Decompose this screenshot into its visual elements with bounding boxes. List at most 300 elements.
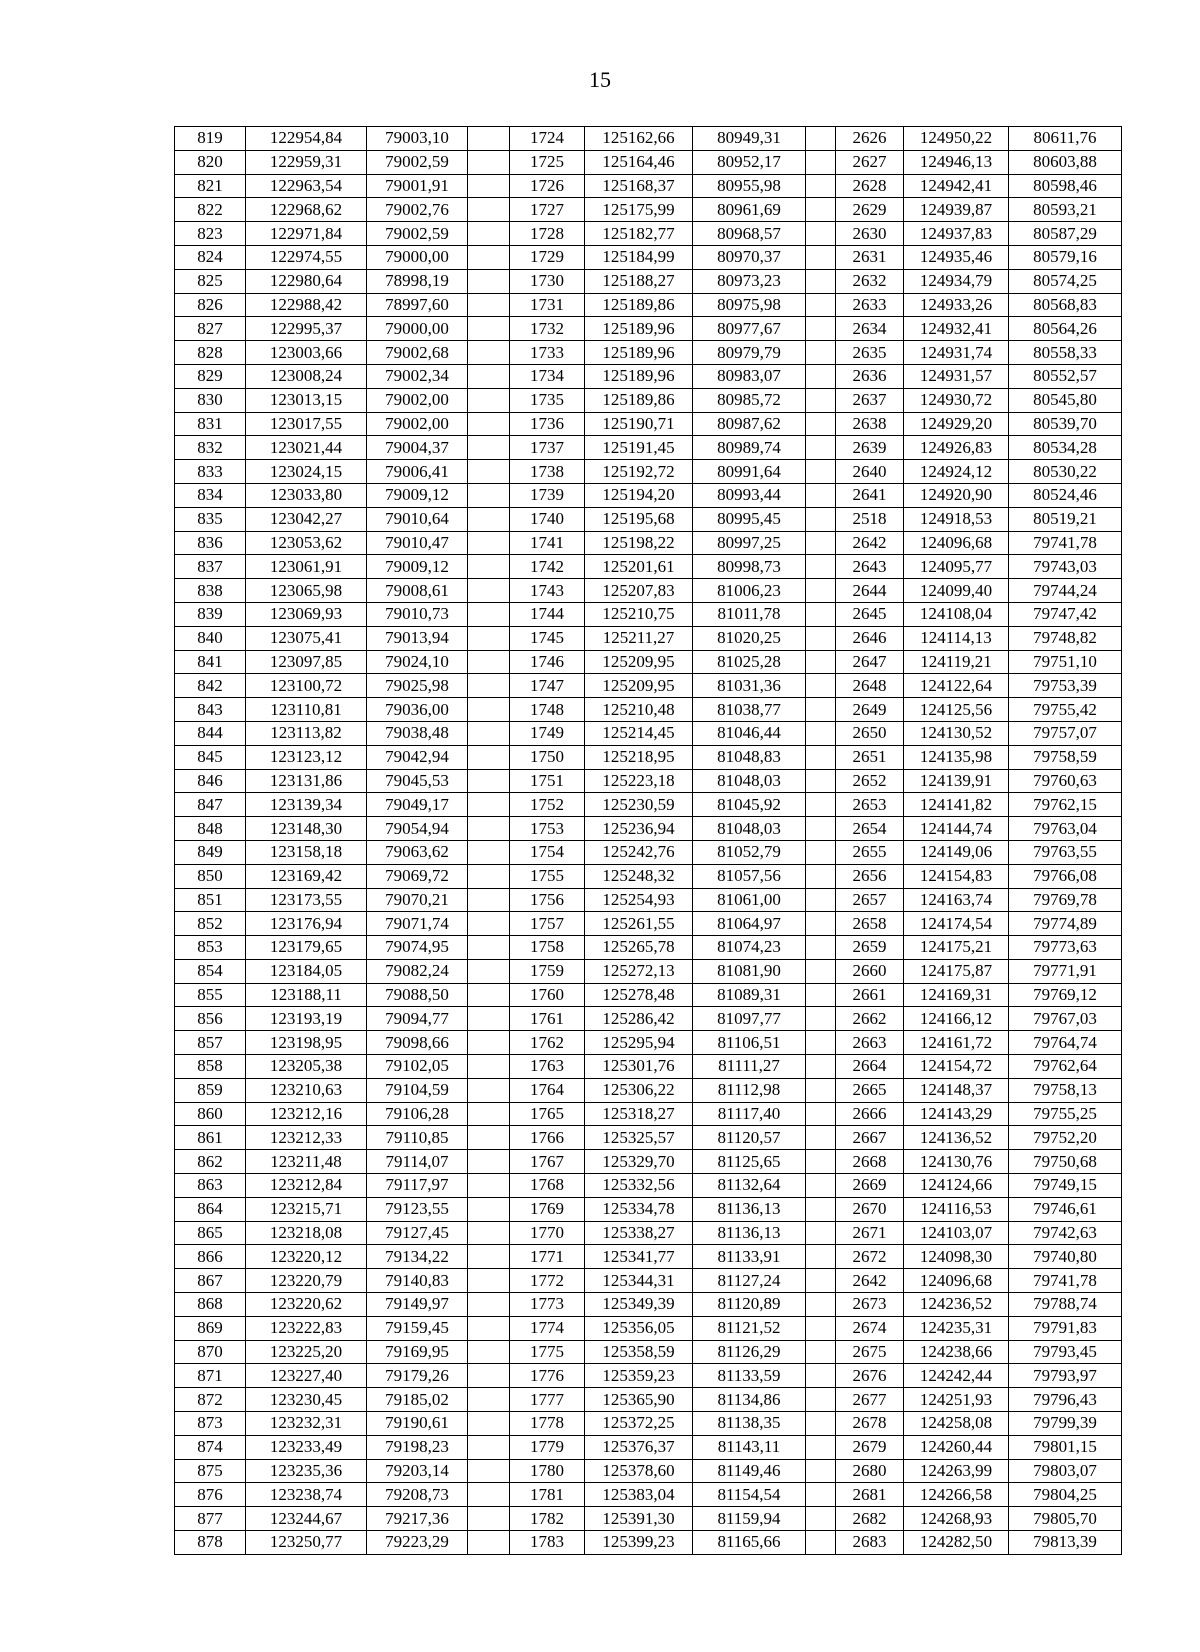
x-coordinate-cell: 123065,98 <box>246 579 367 603</box>
column-separator <box>806 1150 836 1174</box>
column-separator <box>806 721 836 745</box>
y-coordinate-cell: 81081,90 <box>693 959 806 983</box>
column-separator <box>806 769 836 793</box>
table-row <box>175 579 1122 603</box>
column-separator <box>806 1078 836 1102</box>
y-coordinate-cell: 81138,35 <box>693 1412 806 1436</box>
column-separator <box>806 1221 836 1245</box>
point-number-cell: 2629 <box>836 198 904 222</box>
table-row <box>175 864 1122 888</box>
x-coordinate-cell: 125248,32 <box>585 864 693 888</box>
y-coordinate-cell: 79169,95 <box>367 1340 468 1364</box>
y-coordinate-cell: 80598,46 <box>1009 174 1122 198</box>
y-coordinate-cell: 79094,77 <box>367 1007 468 1031</box>
point-number-cell: 1762 <box>510 1031 585 1055</box>
point-number-cell: 2632 <box>836 269 904 293</box>
x-coordinate-cell: 124166,12 <box>904 1007 1009 1031</box>
x-coordinate-cell: 122980,64 <box>246 269 367 293</box>
x-coordinate-cell: 125378,60 <box>585 1459 693 1483</box>
y-coordinate-cell: 81061,00 <box>693 888 806 912</box>
y-coordinate-cell: 79793,97 <box>1009 1364 1122 1388</box>
point-number-cell: 868 <box>175 1293 246 1317</box>
y-coordinate-cell: 79088,50 <box>367 983 468 1007</box>
x-coordinate-cell: 124135,98 <box>904 745 1009 769</box>
y-coordinate-cell: 79758,59 <box>1009 745 1122 769</box>
x-coordinate-cell: 123211,48 <box>246 1150 367 1174</box>
point-number-cell: 2634 <box>836 317 904 341</box>
column-separator <box>468 745 510 769</box>
y-coordinate-cell: 80587,29 <box>1009 222 1122 246</box>
point-number-cell: 2641 <box>836 483 904 507</box>
point-number-cell: 1742 <box>510 555 585 579</box>
x-coordinate-cell: 125189,96 <box>585 364 693 388</box>
column-separator <box>806 579 836 603</box>
table-row <box>175 364 1122 388</box>
column-separator <box>806 1507 836 1531</box>
table-row <box>175 1507 1122 1531</box>
x-coordinate-cell: 123013,15 <box>246 388 367 412</box>
column-separator <box>806 1340 836 1364</box>
x-coordinate-cell: 125230,59 <box>585 793 693 817</box>
point-number-cell: 836 <box>175 531 246 555</box>
point-number-cell: 1726 <box>510 174 585 198</box>
point-number-cell: 832 <box>175 436 246 460</box>
y-coordinate-cell: 79025,98 <box>367 674 468 698</box>
x-coordinate-cell: 125214,45 <box>585 721 693 745</box>
x-coordinate-cell: 124930,72 <box>904 388 1009 412</box>
x-coordinate-cell: 122963,54 <box>246 174 367 198</box>
x-coordinate-cell: 125223,18 <box>585 769 693 793</box>
y-coordinate-cell: 79002,59 <box>367 150 468 174</box>
x-coordinate-cell: 124096,68 <box>904 531 1009 555</box>
x-coordinate-cell: 125198,22 <box>585 531 693 555</box>
x-coordinate-cell: 124125,56 <box>904 698 1009 722</box>
y-coordinate-cell: 79069,72 <box>367 864 468 888</box>
column-separator <box>806 150 836 174</box>
column-separator <box>468 1293 510 1317</box>
point-number-cell: 1781 <box>510 1483 585 1507</box>
point-number-cell: 2663 <box>836 1031 904 1055</box>
y-coordinate-cell: 80993,44 <box>693 483 806 507</box>
x-coordinate-cell: 123212,33 <box>246 1126 367 1150</box>
y-coordinate-cell: 81046,44 <box>693 721 806 745</box>
x-coordinate-cell: 124130,52 <box>904 721 1009 745</box>
y-coordinate-cell: 80564,26 <box>1009 317 1122 341</box>
x-coordinate-cell: 125189,86 <box>585 388 693 412</box>
x-coordinate-cell: 125383,04 <box>585 1483 693 1507</box>
column-separator <box>468 317 510 341</box>
column-separator <box>468 793 510 817</box>
x-coordinate-cell: 123238,74 <box>246 1483 367 1507</box>
table-row <box>175 1483 1122 1507</box>
y-coordinate-cell: 81133,59 <box>693 1364 806 1388</box>
x-coordinate-cell: 123235,36 <box>246 1459 367 1483</box>
column-separator <box>806 674 836 698</box>
column-separator <box>468 1007 510 1031</box>
coordinates-table <box>174 126 1122 1555</box>
table-row <box>175 127 1122 151</box>
point-number-cell: 1758 <box>510 936 585 960</box>
x-coordinate-cell: 124175,87 <box>904 959 1009 983</box>
point-number-cell: 869 <box>175 1316 246 1340</box>
column-separator <box>806 1483 836 1507</box>
point-number-cell: 871 <box>175 1364 246 1388</box>
y-coordinate-cell: 79763,55 <box>1009 840 1122 864</box>
column-separator <box>806 127 836 151</box>
table-row <box>175 531 1122 555</box>
column-separator <box>806 388 836 412</box>
y-coordinate-cell: 79042,94 <box>367 745 468 769</box>
table-row <box>175 1221 1122 1245</box>
table-row <box>175 793 1122 817</box>
point-number-cell: 876 <box>175 1483 246 1507</box>
y-coordinate-cell: 79002,59 <box>367 222 468 246</box>
point-number-cell: 863 <box>175 1174 246 1198</box>
point-number-cell: 824 <box>175 245 246 269</box>
point-number-cell: 2674 <box>836 1316 904 1340</box>
x-coordinate-cell: 123069,93 <box>246 602 367 626</box>
column-separator <box>468 198 510 222</box>
x-coordinate-cell: 124236,52 <box>904 1293 1009 1317</box>
point-number-cell: 2628 <box>836 174 904 198</box>
point-number-cell: 849 <box>175 840 246 864</box>
point-number-cell: 854 <box>175 959 246 983</box>
point-number-cell: 2683 <box>836 1531 904 1555</box>
column-separator <box>468 1507 510 1531</box>
column-separator <box>806 1435 836 1459</box>
point-number-cell: 1733 <box>510 341 585 365</box>
point-number-cell: 862 <box>175 1150 246 1174</box>
point-number-cell: 2655 <box>836 840 904 864</box>
x-coordinate-cell: 123220,79 <box>246 1269 367 1293</box>
y-coordinate-cell: 80983,07 <box>693 364 806 388</box>
y-coordinate-cell: 79762,64 <box>1009 1055 1122 1079</box>
point-number-cell: 864 <box>175 1197 246 1221</box>
y-coordinate-cell: 79223,29 <box>367 1531 468 1555</box>
column-separator <box>806 1316 836 1340</box>
point-number-cell: 2670 <box>836 1197 904 1221</box>
y-coordinate-cell: 79203,14 <box>367 1459 468 1483</box>
y-coordinate-cell: 79082,24 <box>367 959 468 983</box>
x-coordinate-cell: 123100,72 <box>246 674 367 698</box>
x-coordinate-cell: 124937,83 <box>904 222 1009 246</box>
column-separator <box>468 483 510 507</box>
point-number-cell: 1725 <box>510 150 585 174</box>
x-coordinate-cell: 124099,40 <box>904 579 1009 603</box>
column-separator <box>806 531 836 555</box>
y-coordinate-cell: 81149,46 <box>693 1459 806 1483</box>
y-coordinate-cell: 79755,42 <box>1009 698 1122 722</box>
point-number-cell: 2671 <box>836 1221 904 1245</box>
x-coordinate-cell: 125236,94 <box>585 817 693 841</box>
y-coordinate-cell: 79760,63 <box>1009 769 1122 793</box>
point-number-cell: 861 <box>175 1126 246 1150</box>
x-coordinate-cell: 124174,54 <box>904 912 1009 936</box>
x-coordinate-cell: 123230,45 <box>246 1388 367 1412</box>
point-number-cell: 1746 <box>510 650 585 674</box>
x-coordinate-cell: 123227,40 <box>246 1364 367 1388</box>
point-number-cell: 844 <box>175 721 246 745</box>
column-separator <box>468 674 510 698</box>
y-coordinate-cell: 79799,39 <box>1009 1412 1122 1436</box>
y-coordinate-cell: 81120,89 <box>693 1293 806 1317</box>
y-coordinate-cell: 81089,31 <box>693 983 806 1007</box>
point-number-cell: 851 <box>175 888 246 912</box>
y-coordinate-cell: 79002,00 <box>367 388 468 412</box>
point-number-cell: 2661 <box>836 983 904 1007</box>
point-number-cell: 2653 <box>836 793 904 817</box>
x-coordinate-cell: 124918,53 <box>904 507 1009 531</box>
column-separator <box>468 840 510 864</box>
y-coordinate-cell: 79000,00 <box>367 245 468 269</box>
point-number-cell: 842 <box>175 674 246 698</box>
y-coordinate-cell: 79747,42 <box>1009 602 1122 626</box>
point-number-cell: 2649 <box>836 698 904 722</box>
point-number-cell: 1748 <box>510 698 585 722</box>
x-coordinate-cell: 124139,91 <box>904 769 1009 793</box>
y-coordinate-cell: 79764,74 <box>1009 1031 1122 1055</box>
point-number-cell: 826 <box>175 293 246 317</box>
x-coordinate-cell: 124266,58 <box>904 1483 1009 1507</box>
x-coordinate-cell: 125376,37 <box>585 1435 693 1459</box>
point-number-cell: 1782 <box>510 1507 585 1531</box>
x-coordinate-cell: 123212,16 <box>246 1102 367 1126</box>
x-coordinate-cell: 124260,44 <box>904 1435 1009 1459</box>
column-separator <box>468 1340 510 1364</box>
point-number-cell: 1743 <box>510 579 585 603</box>
y-coordinate-cell: 81045,92 <box>693 793 806 817</box>
y-coordinate-cell: 81031,36 <box>693 674 806 698</box>
x-coordinate-cell: 124939,87 <box>904 198 1009 222</box>
point-number-cell: 1757 <box>510 912 585 936</box>
point-number-cell: 1741 <box>510 531 585 555</box>
y-coordinate-cell: 81132,64 <box>693 1174 806 1198</box>
x-coordinate-cell: 124122,64 <box>904 674 1009 698</box>
column-separator <box>806 1412 836 1436</box>
point-number-cell: 867 <box>175 1269 246 1293</box>
column-separator <box>468 1483 510 1507</box>
x-coordinate-cell: 123179,65 <box>246 936 367 960</box>
point-number-cell: 2638 <box>836 412 904 436</box>
y-coordinate-cell: 79009,12 <box>367 483 468 507</box>
table-row <box>175 602 1122 626</box>
column-separator <box>806 341 836 365</box>
y-coordinate-cell: 81048,03 <box>693 769 806 793</box>
y-coordinate-cell: 79749,15 <box>1009 1174 1122 1198</box>
column-separator <box>806 983 836 1007</box>
point-number-cell: 1744 <box>510 602 585 626</box>
column-separator <box>806 460 836 484</box>
x-coordinate-cell: 123123,12 <box>246 745 367 769</box>
point-number-cell: 2645 <box>836 602 904 626</box>
y-coordinate-cell: 79751,10 <box>1009 650 1122 674</box>
y-coordinate-cell: 80973,23 <box>693 269 806 293</box>
y-coordinate-cell: 79009,12 <box>367 555 468 579</box>
x-coordinate-cell: 125261,55 <box>585 912 693 936</box>
point-number-cell: 1745 <box>510 626 585 650</box>
x-coordinate-cell: 125265,78 <box>585 936 693 960</box>
x-coordinate-cell: 123205,38 <box>246 1055 367 1079</box>
table-row <box>175 222 1122 246</box>
table-row <box>175 1078 1122 1102</box>
column-separator <box>806 1174 836 1198</box>
column-separator <box>468 1221 510 1245</box>
x-coordinate-cell: 124242,44 <box>904 1364 1009 1388</box>
y-coordinate-cell: 79763,04 <box>1009 817 1122 841</box>
y-coordinate-cell: 80539,70 <box>1009 412 1122 436</box>
y-coordinate-cell: 79010,73 <box>367 602 468 626</box>
point-number-cell: 872 <box>175 1388 246 1412</box>
point-number-cell: 847 <box>175 793 246 817</box>
y-coordinate-cell: 80987,62 <box>693 412 806 436</box>
x-coordinate-cell: 125189,86 <box>585 293 693 317</box>
point-number-cell: 823 <box>175 222 246 246</box>
y-coordinate-cell: 79774,89 <box>1009 912 1122 936</box>
point-number-cell: 2631 <box>836 245 904 269</box>
column-separator <box>806 912 836 936</box>
y-coordinate-cell: 79769,12 <box>1009 983 1122 1007</box>
point-number-cell: 834 <box>175 483 246 507</box>
y-coordinate-cell: 79013,94 <box>367 626 468 650</box>
x-coordinate-cell: 124169,31 <box>904 983 1009 1007</box>
point-number-cell: 858 <box>175 1055 246 1079</box>
column-separator <box>806 840 836 864</box>
coordinates-table-body <box>175 127 1122 1555</box>
x-coordinate-cell: 124929,20 <box>904 412 1009 436</box>
y-coordinate-cell: 79804,25 <box>1009 1483 1122 1507</box>
y-coordinate-cell: 81120,57 <box>693 1126 806 1150</box>
column-separator <box>468 864 510 888</box>
column-separator <box>468 579 510 603</box>
y-coordinate-cell: 81057,56 <box>693 864 806 888</box>
point-number-cell: 2667 <box>836 1126 904 1150</box>
table-row <box>175 436 1122 460</box>
point-number-cell: 1763 <box>510 1055 585 1079</box>
y-coordinate-cell: 81020,25 <box>693 626 806 650</box>
x-coordinate-cell: 124114,13 <box>904 626 1009 650</box>
x-coordinate-cell: 124108,04 <box>904 602 1009 626</box>
point-number-cell: 2673 <box>836 1293 904 1317</box>
y-coordinate-cell: 79140,83 <box>367 1269 468 1293</box>
x-coordinate-cell: 124143,29 <box>904 1102 1009 1126</box>
y-coordinate-cell: 81136,13 <box>693 1221 806 1245</box>
x-coordinate-cell: 125272,13 <box>585 959 693 983</box>
point-number-cell: 841 <box>175 650 246 674</box>
column-separator <box>468 650 510 674</box>
point-number-cell: 846 <box>175 769 246 793</box>
point-number-cell: 2679 <box>836 1435 904 1459</box>
table-row <box>175 1102 1122 1126</box>
x-coordinate-cell: 125175,99 <box>585 198 693 222</box>
point-number-cell: 2647 <box>836 650 904 674</box>
x-coordinate-cell: 124175,21 <box>904 936 1009 960</box>
y-coordinate-cell: 81159,94 <box>693 1507 806 1531</box>
y-coordinate-cell: 79746,61 <box>1009 1197 1122 1221</box>
x-coordinate-cell: 125164,46 <box>585 150 693 174</box>
x-coordinate-cell: 124932,41 <box>904 317 1009 341</box>
y-coordinate-cell: 80961,69 <box>693 198 806 222</box>
point-number-cell: 1754 <box>510 840 585 864</box>
column-separator <box>806 1055 836 1079</box>
x-coordinate-cell: 125184,99 <box>585 245 693 269</box>
x-coordinate-cell: 124924,12 <box>904 460 1009 484</box>
column-separator <box>468 1197 510 1221</box>
y-coordinate-cell: 80955,98 <box>693 174 806 198</box>
point-number-cell: 1772 <box>510 1269 585 1293</box>
point-number-cell: 865 <box>175 1221 246 1245</box>
x-coordinate-cell: 125349,39 <box>585 1293 693 1317</box>
x-coordinate-cell: 123222,83 <box>246 1316 367 1340</box>
y-coordinate-cell: 79102,05 <box>367 1055 468 1079</box>
column-separator <box>806 745 836 769</box>
y-coordinate-cell: 79757,07 <box>1009 721 1122 745</box>
y-coordinate-cell: 81112,98 <box>693 1078 806 1102</box>
column-separator <box>806 269 836 293</box>
x-coordinate-cell: 124238,66 <box>904 1340 1009 1364</box>
x-coordinate-cell: 123075,41 <box>246 626 367 650</box>
x-coordinate-cell: 124946,13 <box>904 150 1009 174</box>
y-coordinate-cell: 81134,86 <box>693 1388 806 1412</box>
y-coordinate-cell: 80568,83 <box>1009 293 1122 317</box>
x-coordinate-cell: 123148,30 <box>246 817 367 841</box>
column-separator <box>468 1435 510 1459</box>
point-number-cell: 1736 <box>510 412 585 436</box>
point-number-cell: 1737 <box>510 436 585 460</box>
y-coordinate-cell: 79766,08 <box>1009 864 1122 888</box>
y-coordinate-cell: 80977,67 <box>693 317 806 341</box>
point-number-cell: 1778 <box>510 1412 585 1436</box>
table-row <box>175 245 1122 269</box>
x-coordinate-cell: 125195,68 <box>585 507 693 531</box>
x-coordinate-cell: 124154,72 <box>904 1055 1009 1079</box>
column-separator <box>468 1412 510 1436</box>
point-number-cell: 1777 <box>510 1388 585 1412</box>
table-row <box>175 912 1122 936</box>
x-coordinate-cell: 124136,52 <box>904 1126 1009 1150</box>
y-coordinate-cell: 81106,51 <box>693 1031 806 1055</box>
column-separator <box>468 245 510 269</box>
y-coordinate-cell: 79743,03 <box>1009 555 1122 579</box>
y-coordinate-cell: 80545,80 <box>1009 388 1122 412</box>
point-number-cell: 856 <box>175 1007 246 1031</box>
y-coordinate-cell: 80524,46 <box>1009 483 1122 507</box>
point-number-cell: 2627 <box>836 150 904 174</box>
x-coordinate-cell: 123232,31 <box>246 1412 367 1436</box>
x-coordinate-cell: 125194,20 <box>585 483 693 507</box>
x-coordinate-cell: 123033,80 <box>246 483 367 507</box>
y-coordinate-cell: 80970,37 <box>693 245 806 269</box>
y-coordinate-cell: 80985,72 <box>693 388 806 412</box>
table-row <box>175 1531 1122 1555</box>
point-number-cell: 2654 <box>836 817 904 841</box>
table-row <box>175 388 1122 412</box>
point-number-cell: 1769 <box>510 1197 585 1221</box>
x-coordinate-cell: 125209,95 <box>585 674 693 698</box>
column-separator <box>806 436 836 460</box>
point-number-cell: 859 <box>175 1078 246 1102</box>
x-coordinate-cell: 125188,27 <box>585 269 693 293</box>
x-coordinate-cell: 124251,93 <box>904 1388 1009 1412</box>
x-coordinate-cell: 123158,18 <box>246 840 367 864</box>
point-number-cell: 2680 <box>836 1459 904 1483</box>
y-coordinate-cell: 79070,21 <box>367 888 468 912</box>
x-coordinate-cell: 124931,74 <box>904 341 1009 365</box>
column-separator <box>468 364 510 388</box>
point-number-cell: 1753 <box>510 817 585 841</box>
table-row <box>175 1150 1122 1174</box>
x-coordinate-cell: 125210,75 <box>585 602 693 626</box>
y-coordinate-cell: 79123,55 <box>367 1197 468 1221</box>
